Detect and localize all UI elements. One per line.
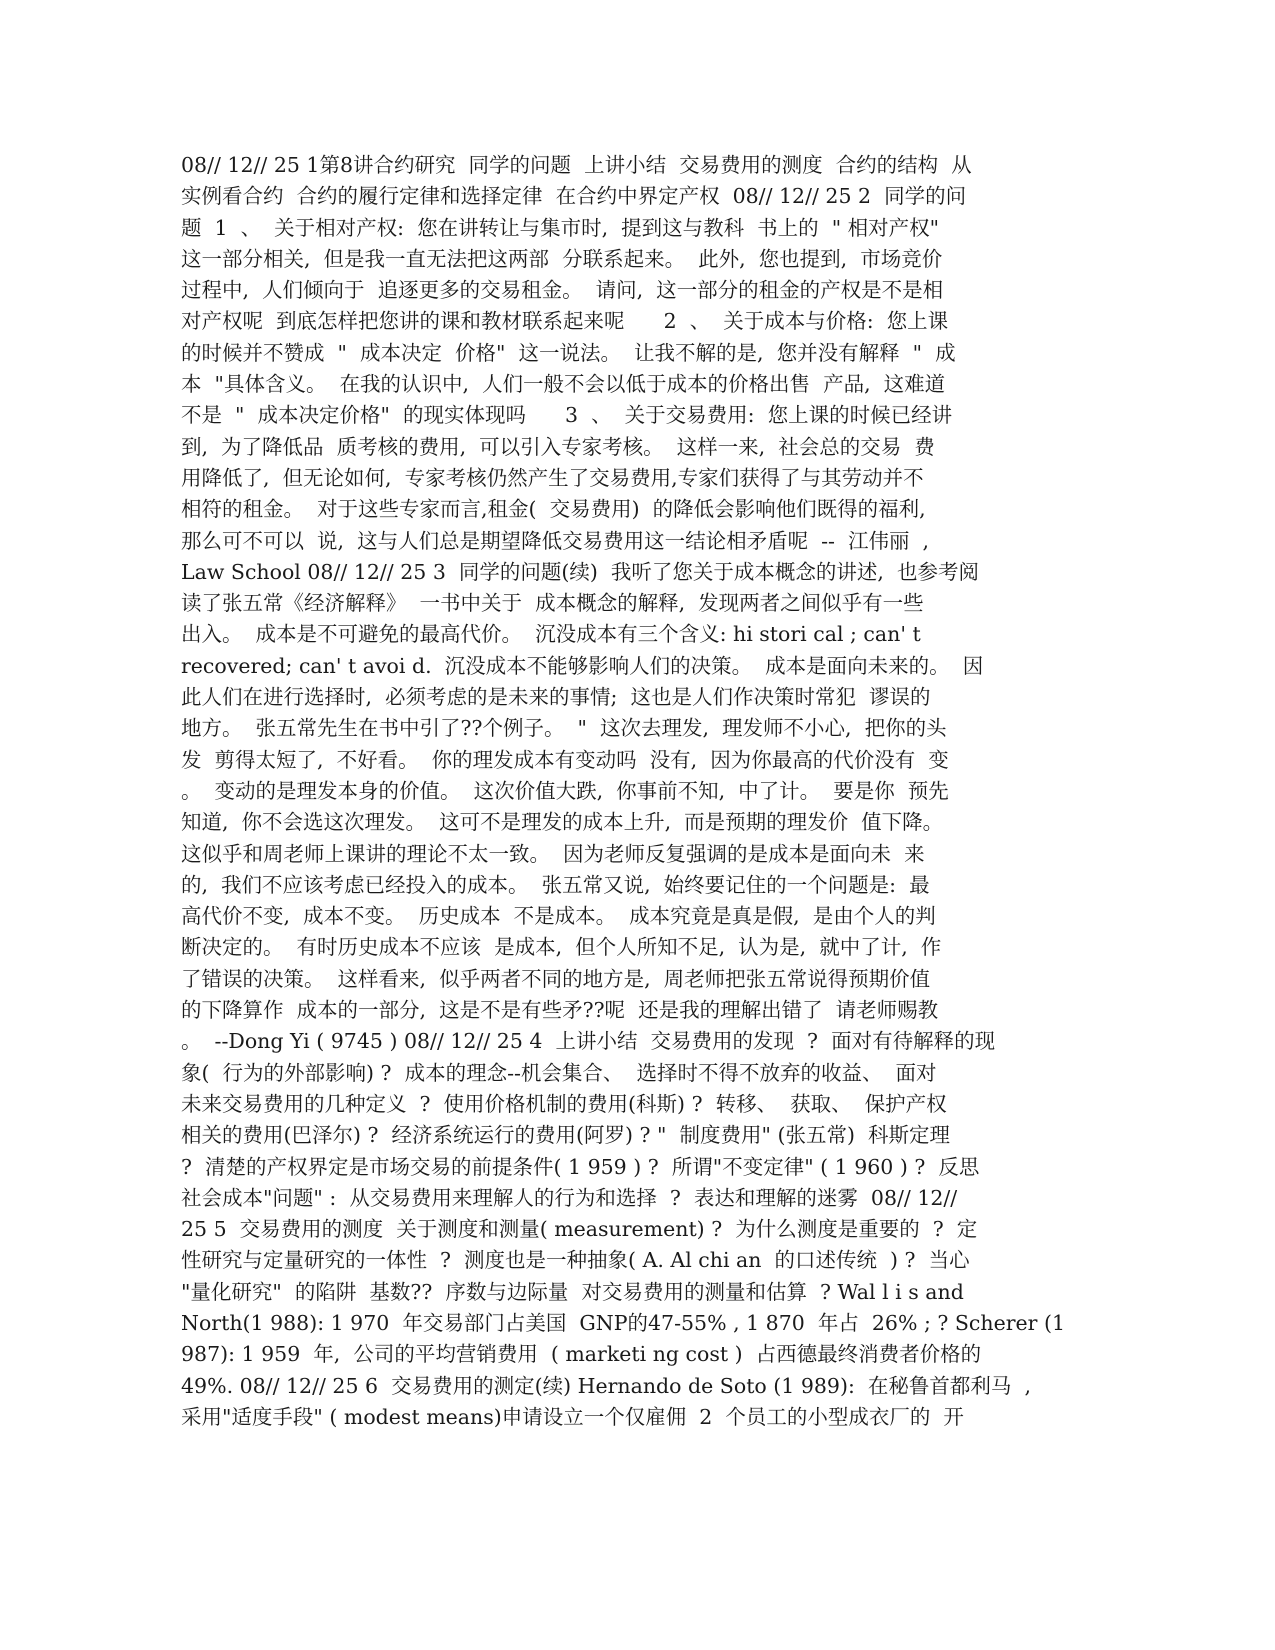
text-line: 过程中, 人们倾向于 追逐更多的交易租金。 请问, 这一部分的租金的产权是不是相 <box>181 278 944 303</box>
text-line: 象( 行为的外部影响) ? 成本的理念--机会集合、 选择时不得不放弃的收益、 面对 <box>181 1060 937 1085</box>
text-line: 。 --Dong Yi ( 9745 ) 08// 12// 25 4 上讲小结 交易费用的发现 ? 面对有待解释的现 <box>181 1029 996 1054</box>
text-line: 25 5 交易费用的测度 关于测度和测量( measurement) ? 为什么测度是重要的 ? 定 <box>181 1217 978 1242</box>
text-line: 的下降算作 成本的一部分, 这是不是有些矛??呢 还是我的理解出错了 请老师赐教 <box>181 998 939 1023</box>
text-line: 用降低了, 但无论如何, 专家考核仍然产生了交易费用,专家们获得了与其劳动并不 <box>181 465 924 490</box>
text-line: 49%. 08// 12// 25 6 交易费用的测定(续) Hernando de Soto (1 989): 在秘鲁首都利马 , <box>181 1373 1031 1398</box>
body-text <box>181 150 1066 1433</box>
text-line: 的时候并不赞成 " 成本决定 价格" 这一说法。 让我不解的是, 您并没有解释 " 成 <box>181 340 956 365</box>
text-line: 社会成本"问题" : 从交易费用来理解人的行为和选择 ? 表达和理解的迷雾 08// 12// <box>181 1185 958 1210</box>
text-line: "量化研究" 的陷阱 基数?? 序数与边际量 对交易费用的测量和估算 ? Wal l i s and <box>181 1279 964 1304</box>
text-line: 题 1 、 关于相对产权: 您在讲转让与集市时, 提到这与教科 书上的 " 相对产权" <box>181 215 940 240</box>
text-line: 本 "具体含义。 在我的认识中, 人们一般不会以低于成本的价格出售 产品, 这难道 <box>181 372 946 397</box>
text-line: ? 清楚的产权界定是市场交易的前提条件( 1 959 ) ? 所谓"不变定律" ( 1 960 ) ? 反思 <box>181 1154 980 1179</box>
text-line: 知道, 你不会选这次理发。 这可不是理发的成本上升, 而是预期的理发价 值下降。 <box>181 810 944 835</box>
text-line: 相关的费用(巴泽尔) ? 经济系统运行的费用(阿罗) ? " 制度费用" (张五常) 科斯定理 <box>181 1123 950 1148</box>
text-line: 987): 1 959 年, 公司的平均营销费用 ( marketi ng cost ) 占西德最终消费者价格的 <box>181 1342 982 1367</box>
text-line: 未来交易费用的几种定义 ? 使用价格机制的费用(科斯) ? 转移、 获取、 保护产权 <box>181 1091 947 1116</box>
text-line: 实例看合约 合约的履行定律和选择定律 在合约中界定产权 08// 12// 25 2 同学的问 <box>181 184 967 209</box>
text-line: 采用"适度手段" ( modest means)申请设立一个仅雇佣 2 个员工的小型成衣厂的 开 <box>181 1404 964 1429</box>
text-line: 相符的租金。 对于这些专家而言,租金( 交易费用) 的降低会影响他们既得的福利, <box>181 497 926 522</box>
text-line: 不是 " 成本决定价格" 的现实体现吗 3 、 关于交易费用: 您上课的时候已经讲 <box>181 403 953 428</box>
text-line: 地方。 张五常先生在书中引了??个例子。 " 这次去理发, 理发师不小心, 把你的头 <box>181 716 947 741</box>
text-line: 出入。 成本是不可避免的最高代价。 沉没成本有三个含义: hi stori cal ; can' t <box>181 622 921 647</box>
text-line: 对产权呢 到底怎样把您讲的课和教材联系起来呢 2 、 关于成本与价格: 您上课 <box>181 309 949 334</box>
text-line: 08// 12// 25 1第8讲合约研究 同学的问题 上讲小结 交易费用的测度 合约的结构 从 <box>181 153 972 177</box>
text-line: 读了张五常《经济解释》 一书中关于 成本概念的解释, 发现两者之间似乎有一些 <box>181 591 924 616</box>
text-line: 此人们在进行选择时, 必须考虑的是未来的事情; 这也是人们作决策时常犯 谬误的 <box>181 685 931 710</box>
text-line: Law School 08// 12// 25 3 同学的问题(续) 我听了您关于成本概念的讲述, 也参考阅 <box>181 559 979 584</box>
text-line: 发 剪得太短了, 不好看。 你的理发成本有变动吗 没有, 因为你最高的代价没有 变 <box>181 747 949 772</box>
text-line: 那么可不可以 说, 这与人们总是期望降低交易费用这一结论相矛盾呢 -- 江伟丽 , <box>181 528 930 553</box>
text-line: 这似乎和周老师上课讲的理论不太一致。 因为老师反复强调的是成本是面向未 来 <box>181 841 925 866</box>
text-line: recovered; can' t avoi d. 沉没成本不能够影响人们的决策。 成本是面向未来的。 因 <box>181 653 984 678</box>
text-line: 断决定的。 有时历史成本不应该 是成本, 但个人所知不足, 认为是, 就中了计, 作 <box>181 935 942 960</box>
text-line: 到, 为了降低品 质考核的费用, 可以引入专家考核。 这样一来, 社会总的交易 费 <box>181 434 935 459</box>
text-line: 。 变动的是理发本身的价值。 这次价值大跌, 你事前不知, 中了计。 要是你 预先 <box>181 778 949 803</box>
text-line: 了错误的决策。 这样看来, 似乎两者不同的地方是, 周老师把张五常说得预期价值 <box>181 966 931 991</box>
text-line: 高代价不变, 成本不变。 历史成本 不是成本。 成本究竟是真是假, 是由个人的判 <box>181 904 936 929</box>
text-line: North(1 988): 1 970 年交易部门占美国 GNP的47-55% , 1 870 年占 26% ; ? Scherer (1 <box>181 1310 1066 1335</box>
text-line: 这一部分相关, 但是我一直无法把这两部 分联系起来。 此外, 您也提到, 市场竞价 <box>181 246 943 271</box>
text-line: 性研究与定量研究的一体性 ? 测度也是一种抽象( A. Al chi an 的口述传统 ) ? 当心 <box>181 1248 970 1273</box>
text-line: 的, 我们不应该考虑已经投入的成本。 张五常又说, 始终要记住的一个问题是: 最 <box>181 872 930 897</box>
